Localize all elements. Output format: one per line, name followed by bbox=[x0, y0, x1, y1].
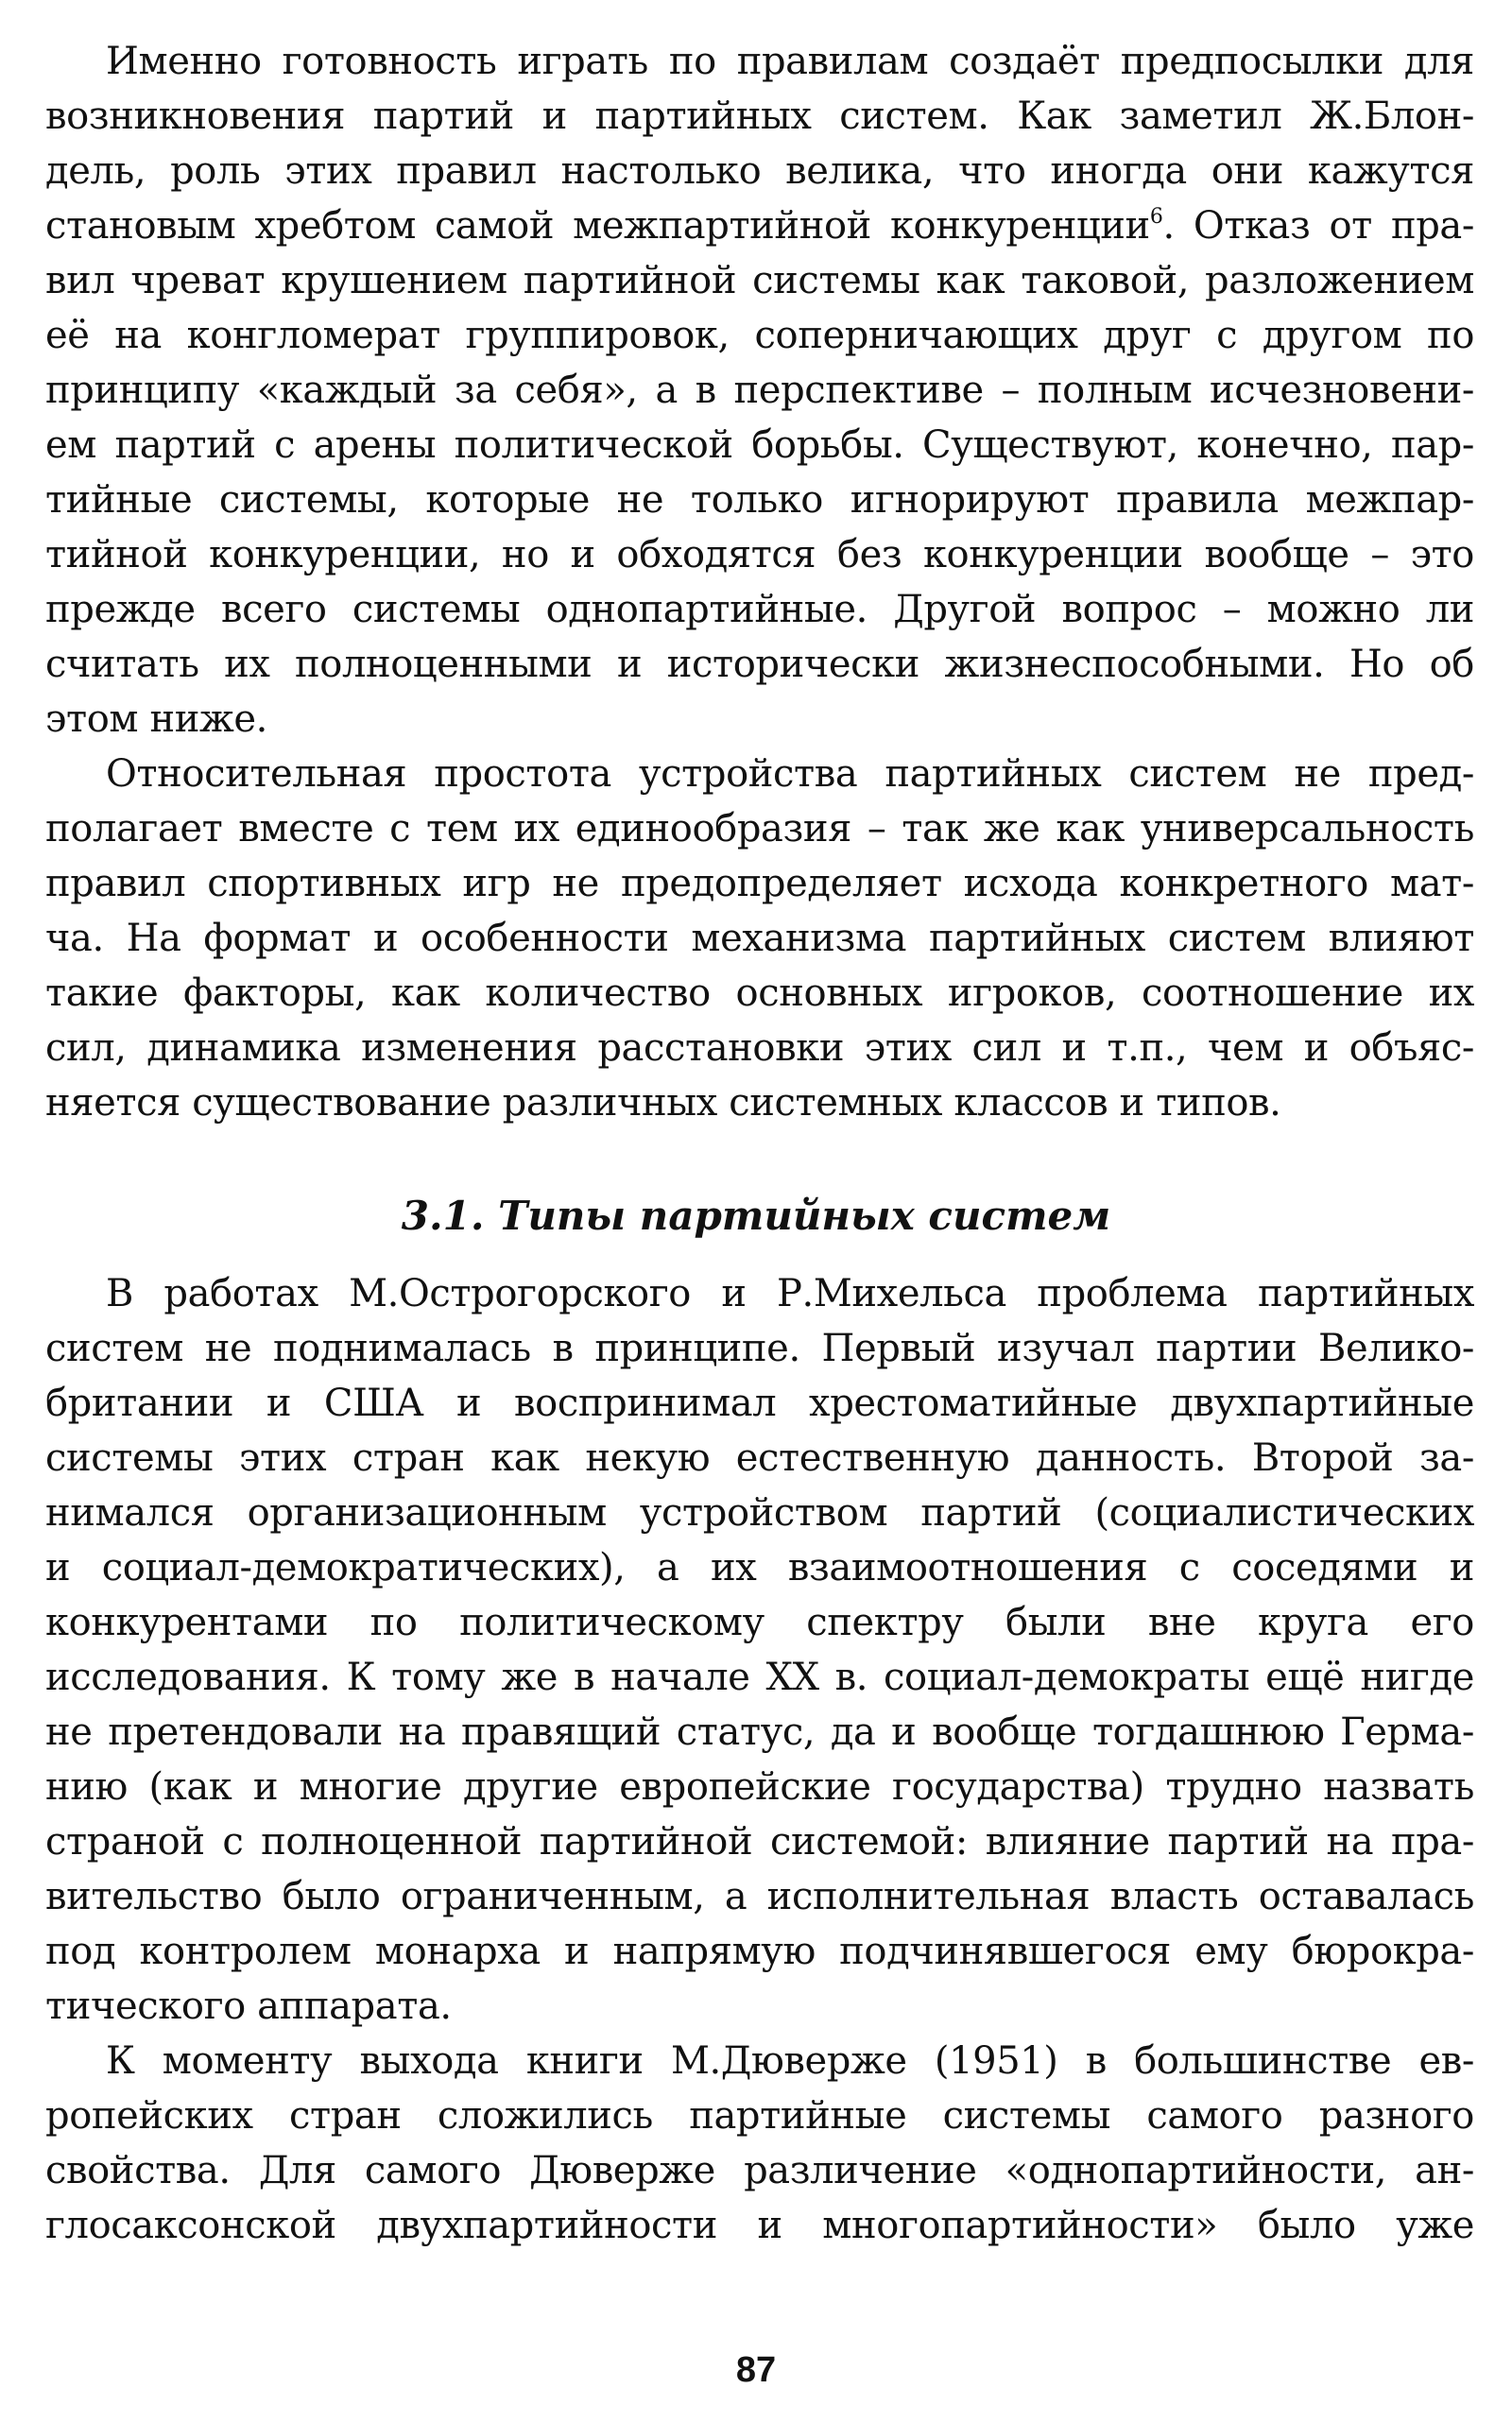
text-span: . Отказ от пра- bbox=[1162, 204, 1474, 248]
text-line: системы этих стран как некую естественную данность. Второй за- bbox=[45, 1436, 1474, 1480]
text-line: ем партий с арены политической борьбы. Существуют, конечно, пар- bbox=[45, 423, 1474, 467]
text-line: страной с полноценной партийной системой: влияние партий на пра- bbox=[45, 1820, 1474, 1864]
text-line: принципу «каждый за себя», а в перспективе – полным исчезновени- bbox=[45, 369, 1474, 412]
page-number: 87 bbox=[735, 2350, 777, 2390]
text-line: дель, роль этих правил настолько велика, что иногда они кажутся bbox=[45, 149, 1474, 193]
text-line: ча. На формат и особенности механизма партийных систем влияют bbox=[45, 917, 1474, 960]
text-line: и социал-демократических), а их взаимоотношения с соседями и bbox=[45, 1546, 1474, 1590]
text-line: британии и США и воспринимал хрестоматийные двухпартийные bbox=[45, 1382, 1474, 1425]
text-line: под контролем монарха и напрямую подчинявшегося ему бюрокра- bbox=[45, 1930, 1474, 1973]
text-line: сил, динамика изменения расстановки этих сил и т.п., чем и объяс- bbox=[45, 1026, 1474, 1070]
text-line: тийные системы, которые не только игнорируют правила межпар- bbox=[45, 478, 1474, 522]
text-line: такие факторы, как количество основных игроков, соотношение их bbox=[45, 971, 1474, 1015]
text-line: К моменту выхода книги М.Дюверже (1951) в большинстве ев- bbox=[106, 2039, 1474, 2083]
footnote-marker: 6 bbox=[1149, 205, 1163, 229]
text-line: нимался организационным устройством партий (социалистических bbox=[45, 1491, 1474, 1535]
text-line: конкурентами по политическому спектру были вне круга его bbox=[45, 1601, 1474, 1644]
text-line: исследования. К тому же в начале XX в. социал-демократы ещё нигде bbox=[45, 1656, 1474, 1699]
text-line: нию (как и многие другие европейские государства) трудно назвать bbox=[45, 1765, 1474, 1809]
text-line: систем не поднималась в принципе. Первый изучал партии Велико- bbox=[45, 1327, 1474, 1370]
text-span: становым хребтом самой межпартийной конкуренции bbox=[45, 204, 1150, 248]
text-line: тийной конкуренции, но и обходятся без конкуренции вообще – это bbox=[45, 533, 1474, 576]
text-line: прежде всего системы однопартийные. Другой вопрос – можно ли bbox=[45, 588, 1474, 631]
text-line: глосаксонской двухпартийности и многопартийности» было уже bbox=[45, 2204, 1474, 2247]
text-line: считать их полноценными и исторически жизнеспособными. Но об bbox=[45, 643, 1474, 686]
text-line: ропейских стран сложились партийные системы самого разного bbox=[45, 2094, 1474, 2138]
text-line: вил чреват крушением партийной системы как таковой, разложением bbox=[45, 259, 1474, 302]
section-heading: 3.1. Типы партийных систем bbox=[401, 1193, 1111, 1239]
text-line: полагает вместе с тем их единообразия – так же как универсальность bbox=[45, 807, 1474, 851]
text-line: В работах М.Острогорского и Р.Михельса проблема партийных bbox=[106, 1272, 1474, 1315]
text-line: возникновения партий и партийных систем. Как заметил Ж.Блон- bbox=[45, 95, 1474, 138]
text-line: этом ниже. bbox=[45, 697, 267, 741]
text-line: Относительная простота устройства партийных систем не пред- bbox=[106, 752, 1474, 796]
text-line: правил спортивных игр не предопределяет исхода конкретного мат- bbox=[45, 862, 1474, 905]
text-line: тического аппарата. bbox=[45, 1985, 452, 2028]
text-line: свойства. Для самого Дюверже различение «однопартийности, ан- bbox=[45, 2149, 1474, 2192]
text-line bbox=[45, 198, 1474, 253]
text-line: вительство было ограниченным, а исполнительная власть оставалась bbox=[45, 1875, 1474, 1918]
text-line: няется существование различных системных классов и типов. bbox=[45, 1081, 1281, 1125]
text-line: её на конгломерат группировок, соперничающих друг с другом по bbox=[45, 314, 1474, 357]
text-line: Именно готовность играть по правилам создаёт предпосылки для bbox=[106, 40, 1474, 83]
text-line: не претендовали на правящий статус, да и вообще тогдашнюю Герма- bbox=[45, 1710, 1474, 1754]
